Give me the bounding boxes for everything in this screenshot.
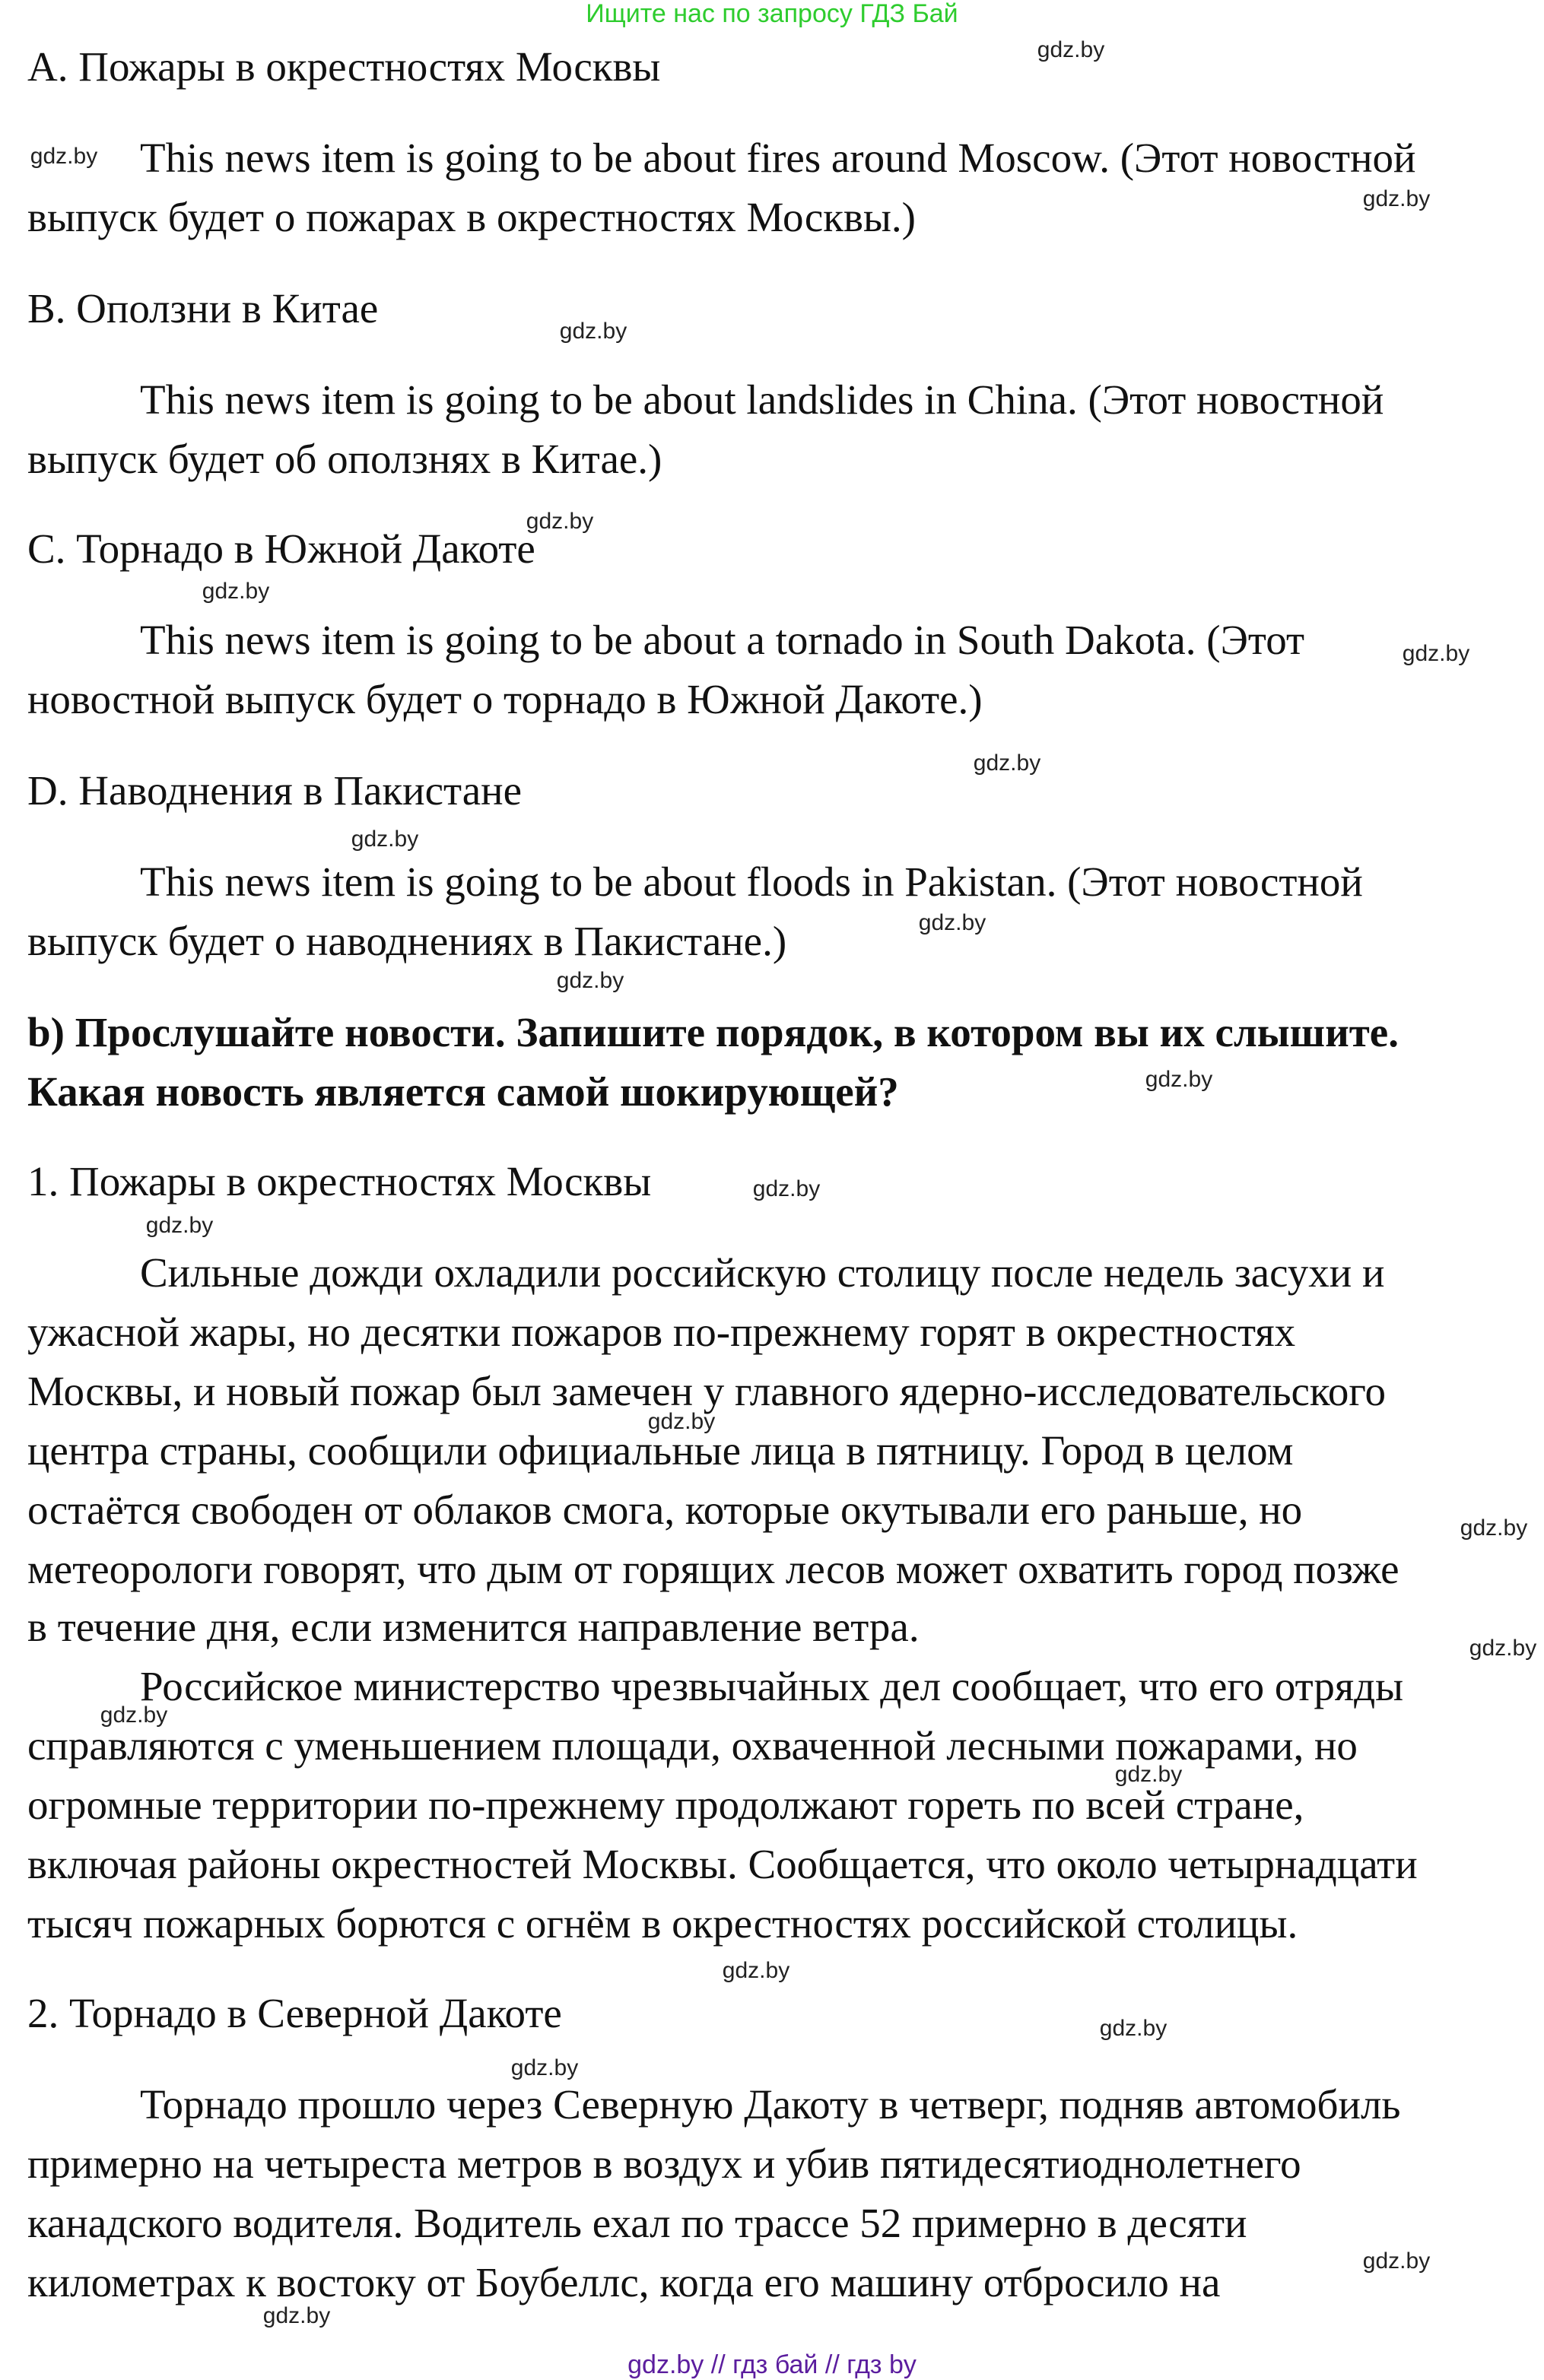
watermark: gdz.by — [973, 750, 1041, 776]
section-heading: 1. Пожары в окрестностях Москвы — [27, 1158, 652, 1204]
section-heading: A. Пожары в окрестностях Москвы — [27, 43, 661, 90]
text-line: Сильные дожди охладили российскую столицу после недель засухи и — [140, 1249, 1385, 1296]
section-heading: B. Оползни в Китае — [27, 285, 379, 332]
watermark: gdz.by — [30, 144, 98, 169]
watermark: gdz.by — [1145, 1067, 1213, 1092]
text-line: новостной выпуск будет о торнадо в Южной Дакоте.) — [27, 676, 983, 722]
watermark: gdz.by — [752, 1176, 821, 1201]
text-line: центра страны, сообщили официальные лица в пятницу. Город в целом — [27, 1427, 1294, 1474]
text-line: ужасной жары, но десятки пожаров по-прежнему горят в окрестностях — [27, 1309, 1296, 1355]
text-line: остаётся свободен от облаков смога, которые окутывали его раньше, но — [27, 1487, 1303, 1533]
watermark: gdz.by — [510, 2055, 579, 2080]
watermark: gdz.by — [556, 968, 624, 993]
task-heading: b) Прослушайте новости. Запишите порядок, в котором вы их слышите. — [27, 1009, 1399, 1055]
text-line: огромные территории по-прежнему продолжают гореть по всей стране, — [27, 1782, 1304, 1828]
watermark: gdz.by — [1460, 1515, 1528, 1541]
text-line: в течение дня, если изменится направление ветра. — [27, 1604, 920, 1650]
watermark: gdz.by — [100, 1702, 168, 1728]
watermark: gdz.by — [647, 1409, 716, 1434]
site-banner: Ищите нас по запросу ГДЗ Бай — [586, 0, 958, 28]
text-line: Москвы, и новый пожар был замечен у главного ядерно-исследовательского — [27, 1368, 1387, 1414]
watermark: gdz.by — [722, 1958, 790, 1983]
text-line: Торнадо прошло через Северную Дакоту в четверг, подняв автомобиль — [140, 2081, 1401, 2128]
text-line: This news item is going to be about a tornado in South Dakota. (Этот — [140, 617, 1305, 663]
watermark: gdz.by — [1362, 186, 1431, 211]
text-line: This news item is going to be about landslides in China. (Этот новостной — [140, 376, 1384, 423]
task-heading: Какая новость является самой шокирующей? — [27, 1068, 899, 1115]
text-line: километрах к востоку от Боубеллс, когда его машину отбросило на — [27, 2259, 1221, 2305]
watermark: gdz.by — [1114, 1762, 1183, 1787]
text-line: Российское министерство чрезвычайных дел сообщает, что его отряды — [140, 1663, 1404, 1709]
section-heading: C. Торнадо в Южной Дакоте — [27, 525, 535, 572]
text-line: справляются с уменьшением площади, охваченной лесными пожарами, но — [27, 1722, 1358, 1769]
text-line: канадского водителя. Водитель ехал по трассе 52 примерно в десяти — [27, 2200, 1247, 2246]
section-heading: D. Наводнения в Пакистане — [27, 767, 522, 814]
watermark: gdz.by — [1469, 1636, 1537, 1661]
text-line: метеорологи говорят, что дым от горящих лесов может охватить город позже — [27, 1546, 1399, 1592]
text-line: выпуск будет о наводнениях в Пакистане.) — [27, 918, 787, 964]
watermark: gdz.by — [559, 319, 627, 344]
watermark: gdz.by — [1037, 37, 1105, 62]
watermark: gdz.by — [918, 910, 986, 935]
site-footer-links[interactable]: gdz.by // гдз бай // гдз by — [627, 2350, 917, 2379]
watermark: gdz.by — [202, 579, 270, 604]
text-line: примерно на четыреста метров в воздух и убив пятидесятиоднолетнего — [27, 2140, 1301, 2187]
watermark: gdz.by — [1402, 641, 1470, 666]
text-line: включая районы окрестностей Москвы. Сообщается, что около четырнадцати — [27, 1841, 1418, 1887]
watermark: gdz.by — [1099, 2016, 1168, 2041]
text-line: выпуск будет о пожарах в окрестностях Москвы.) — [27, 194, 916, 240]
watermark: gdz.by — [1362, 2248, 1431, 2274]
watermark: gdz.by — [351, 827, 419, 852]
watermark: gdz.by — [145, 1213, 214, 1238]
watermark: gdz.by — [262, 2303, 331, 2328]
text-line: выпуск будет об оползнях в Китае.) — [27, 436, 662, 482]
text-line: тысяч пожарных борются с огнём в окрестностях российской столицы. — [27, 1900, 1298, 1947]
watermark: gdz.by — [526, 509, 594, 534]
section-heading: 2. Торнадо в Северной Дакоте — [27, 1990, 562, 2036]
text-line: This news item is going to be about fires around Moscow. (Этот новостной — [140, 135, 1416, 181]
text-line: This news item is going to be about floods in Pakistan. (Этот новостной — [140, 858, 1363, 905]
